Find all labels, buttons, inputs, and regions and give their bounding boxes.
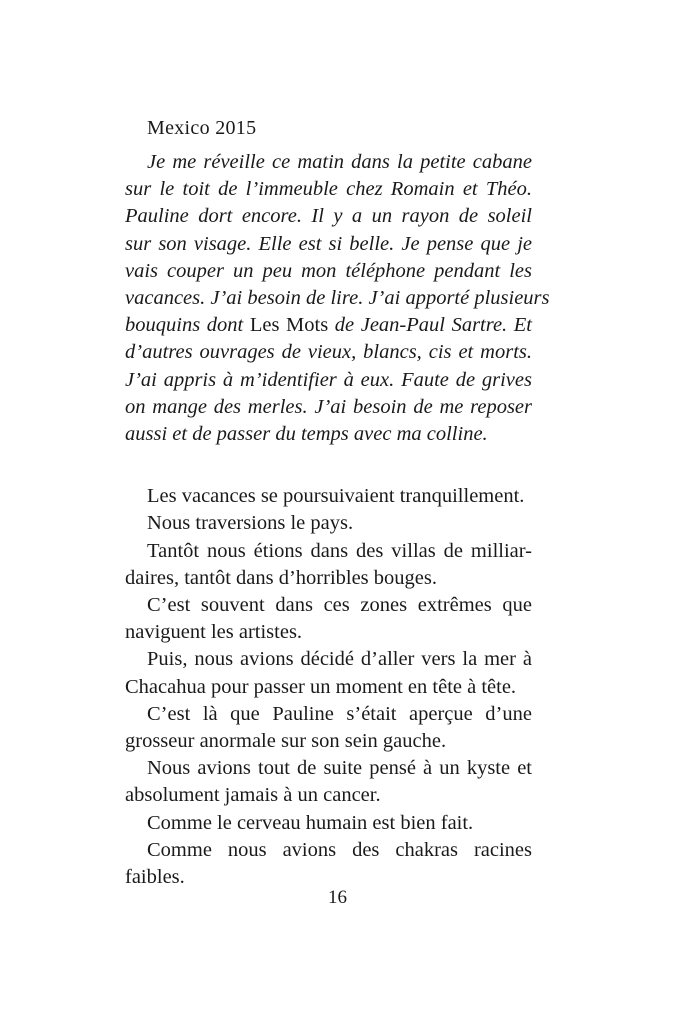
paragraph-line: naviguent les artistes. bbox=[125, 621, 303, 644]
paragraph bbox=[125, 592, 532, 646]
paragraph bbox=[125, 646, 532, 700]
paragraph-line: Les vacances se poursuivaient tranquillement. bbox=[147, 485, 525, 508]
journal-line: J’ai appris à m’identifier à eux. Faute de grives bbox=[125, 368, 532, 391]
paragraph-line: Tantôt nous étions dans des villas de milliar- bbox=[147, 539, 532, 562]
paragraph-line: Puis, nous avions décidé d’aller vers la mer à bbox=[147, 648, 532, 671]
journal-entry bbox=[125, 149, 550, 448]
journal-line: aussi et de passer du temps avec ma colline. bbox=[125, 423, 488, 446]
section-heading: Mexico 2015 bbox=[147, 117, 257, 139]
paragraph bbox=[125, 483, 532, 510]
journal-line: d’autres ouvrages de vieux, blancs, cis et morts. bbox=[125, 341, 532, 364]
paragraph-line: Comme le cerveau humain est bien fait. bbox=[147, 811, 474, 834]
paragraph-line: absolument jamais à un cancer. bbox=[125, 784, 381, 807]
journal-line: Je me réveille ce matin dans la petite cabane bbox=[147, 151, 532, 173]
journal-text: bouquins dont bbox=[125, 314, 250, 337]
paragraph bbox=[125, 837, 532, 891]
journal-line: Pauline dort encore. Il y a un rayon de soleil bbox=[125, 205, 532, 228]
page-number: 16 bbox=[328, 887, 347, 908]
paragraph-line: faibles. bbox=[125, 866, 185, 889]
journal-line: on mange des merles. J’ai besoin de me reposer bbox=[125, 395, 532, 418]
paragraph bbox=[125, 755, 532, 809]
paragraph-line: grosseur anormale sur son sein gauche. bbox=[125, 730, 447, 753]
paragraph-line: Nous avions tout de suite pensé à un kyste et bbox=[147, 757, 532, 780]
journal-line: sur son visage. Elle est si belle. Je pense que je bbox=[125, 232, 532, 255]
journal-line: vacances. J’ai besoin de lire. J’ai apporté plusieurs bbox=[125, 287, 550, 310]
narrative-text bbox=[125, 483, 532, 891]
paragraph-line: daires, tantôt dans d’horribles bouges. bbox=[125, 566, 437, 589]
journal-line-with-title bbox=[125, 312, 532, 339]
paragraph bbox=[125, 701, 532, 755]
paragraph bbox=[125, 538, 532, 592]
journal-text: de Jean-Paul Sartre. Et bbox=[328, 314, 533, 337]
journal-line: vais couper un peu mon téléphone pendant les bbox=[125, 259, 532, 282]
paragraph-line: C’est là que Pauline s’était aperçue d’une bbox=[147, 702, 532, 725]
paragraph-line: Comme nous avions des chakras racines bbox=[147, 838, 532, 861]
page-body bbox=[125, 114, 550, 891]
paragraph-line: Chacahua pour passer un moment en tête à tête. bbox=[125, 675, 517, 698]
paragraph bbox=[125, 510, 532, 537]
paragraph-line: C’est souvent dans ces zones extrêmes que bbox=[147, 594, 532, 617]
paragraph bbox=[125, 810, 532, 837]
book-title: Les Mots bbox=[249, 314, 329, 337]
paragraph-line: Nous traversions le pays. bbox=[147, 512, 354, 535]
journal-line: sur le toit de l’immeuble chez Romain et Théo. bbox=[125, 178, 532, 201]
